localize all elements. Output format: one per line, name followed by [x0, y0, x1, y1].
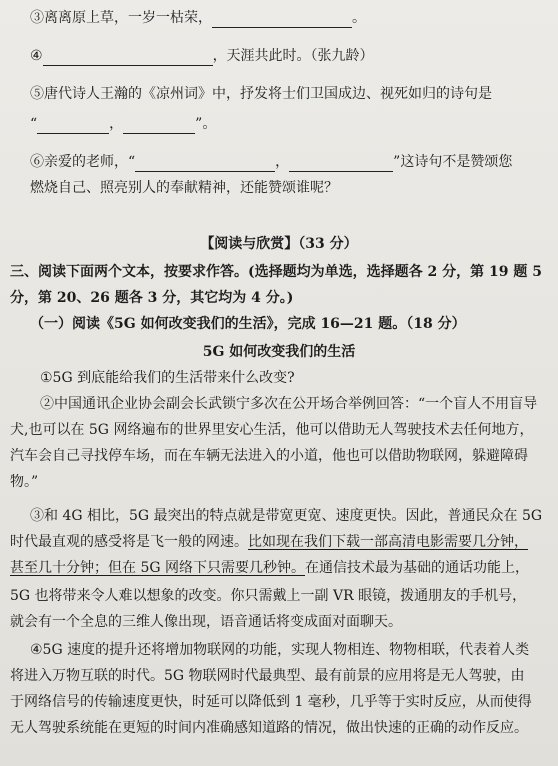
paragraph-4-line-1 — [30, 640, 544, 660]
paragraph-text: 时代最直观的感受将是飞一般的网速。 — [10, 534, 248, 550]
paragraph-2-line-1 — [40, 394, 544, 414]
paragraph-text: 在通信技术最为基础的通话功能上， — [305, 560, 529, 576]
instruction-text: 三、阅读下面两个文本，按要求作答。(选择题均为单选，选择题各 2 分，第 19 题 5 — [10, 264, 542, 280]
paragraph-text: ③和 4G 相比，5G 最突出的特点就是带宽更宽、速度更快。因此，普通民众在 5G — [30, 508, 543, 524]
paragraph-3-line-1 — [30, 506, 544, 526]
comma: ， — [275, 154, 290, 170]
question-text: 燃烧自己、照亮别人的奉献精神，还能赞颂谁呢？ — [30, 180, 338, 196]
paragraph-text: 将进入万物互联的时代。5G 物联网时代最典型、最有前景的应用将是无人驾驶，由 — [10, 668, 525, 684]
paragraph-1 — [40, 368, 544, 388]
answer-blank[interactable] — [135, 171, 275, 172]
paragraph-4-line-4 — [10, 718, 544, 738]
part-1-instruction — [30, 314, 544, 334]
paragraph-3-line-2 — [10, 532, 544, 552]
question-text: ⑤唐代诗人王瀚的《凉州词》中，抒发将士们卫国成边、视死如归的诗句是 — [30, 86, 492, 102]
underlined-sentence: 比如现在我们下载一部高清电影需要几分钟， — [248, 534, 528, 550]
poem-line-5-blanks — [30, 114, 544, 134]
underlined-sentence: 甚至几十分钟；但在 5G 网络下只需要几秒钟。 — [10, 560, 305, 576]
paragraph-text: 无人驾驶系统能在更短的时间内准确感知道路的情况，做出快速的正确的动作反应。 — [10, 720, 528, 736]
instruction-text: 分，第 20、26 题各 3 分，其它均为 4 分。) — [10, 290, 294, 306]
section-3-instruction-cont — [10, 288, 544, 308]
paragraph-3-line-3 — [10, 558, 544, 578]
article-title — [0, 342, 558, 362]
heading-text: 【阅读与欣赏】（33 分） — [200, 236, 358, 252]
poem-text: ③离离原上草，一岁一枯荣， — [30, 10, 212, 26]
paragraph-text: 就会有一个全息的三维人像出现，语音通话将变成面对面聊天。 — [10, 614, 402, 630]
answer-blank[interactable] — [37, 133, 109, 134]
poem-line-5 — [30, 84, 544, 104]
paragraph-2-line-3 — [10, 446, 544, 466]
title-text: 5G 如何改变我们的生活 — [202, 344, 356, 360]
section-heading — [0, 234, 558, 254]
poem-text: ，天涯共此时。（张九龄） — [212, 48, 374, 64]
answer-blank[interactable] — [43, 65, 213, 66]
question-text: ⑥亲爱的老师，“ — [30, 154, 136, 170]
bleed-through-text — [543, 14, 552, 39]
item-number: ④ — [30, 48, 43, 64]
quote-close: ”。 — [195, 116, 217, 132]
paragraph-3-line-5 — [10, 612, 544, 632]
paragraph-text: 犬,也可以在 5G 网络遍布的世界里安心生活，他可以借助无人驾驶技术去任何地方， — [10, 422, 534, 438]
answer-blank[interactable] — [123, 133, 195, 134]
paragraph-text: ④5G 速度的提升还将增加物联网的功能，实现人物相连、物物相联，代表着人类 — [30, 642, 530, 658]
paragraph-3-line-4 — [10, 586, 544, 606]
question-text: ”这诗句不是赞颂您 — [393, 154, 513, 170]
paragraph-text: 5G 也将带来令人难以想象的改变。你只需戴上一副 VR 眼镜，拨通朋友的手机号， — [10, 588, 527, 604]
quote-open: “ — [30, 116, 38, 132]
comma: ， — [109, 116, 124, 132]
paragraph-4-line-2 — [10, 666, 544, 686]
section-3-instruction — [10, 262, 544, 282]
paragraph-4-line-3 — [10, 692, 544, 712]
poem-line-6 — [30, 152, 544, 172]
paragraph-text: ①5G 到底能给我们的生活带来什么改变? — [40, 370, 295, 386]
instruction-text: （一）阅读《5G 如何改变我们的生活》，完成 16—21 题。（18 分） — [30, 316, 466, 332]
poem-line-3: ③离离原上草，一岁一枯荣， 。 — [30, 10, 366, 26]
answer-blank[interactable] — [289, 171, 393, 172]
paragraph-text: 于网络信号的传输速度更快，时延可以降低到 1 毫秒，几乎等于实时反应，从而使得 — [10, 694, 532, 710]
answer-blank[interactable] — [212, 27, 352, 28]
poem-line-4 — [30, 46, 544, 66]
paragraph-2-line-2 — [10, 420, 544, 440]
paragraph-text: 汽车会自己寻找停车场，而在车辆无法进入的小道，他也可以借助物联网，躲避障碍 — [10, 448, 528, 464]
paragraph-text: ②中国通讯企业协会副会长武锁宁多次在公开场合举例回答：“一个盲人不用盲导 — [40, 396, 538, 412]
paragraph-2-line-4 — [10, 472, 544, 492]
paragraph-text: 物。” — [10, 474, 39, 490]
poem-line-6-cont — [30, 178, 544, 198]
